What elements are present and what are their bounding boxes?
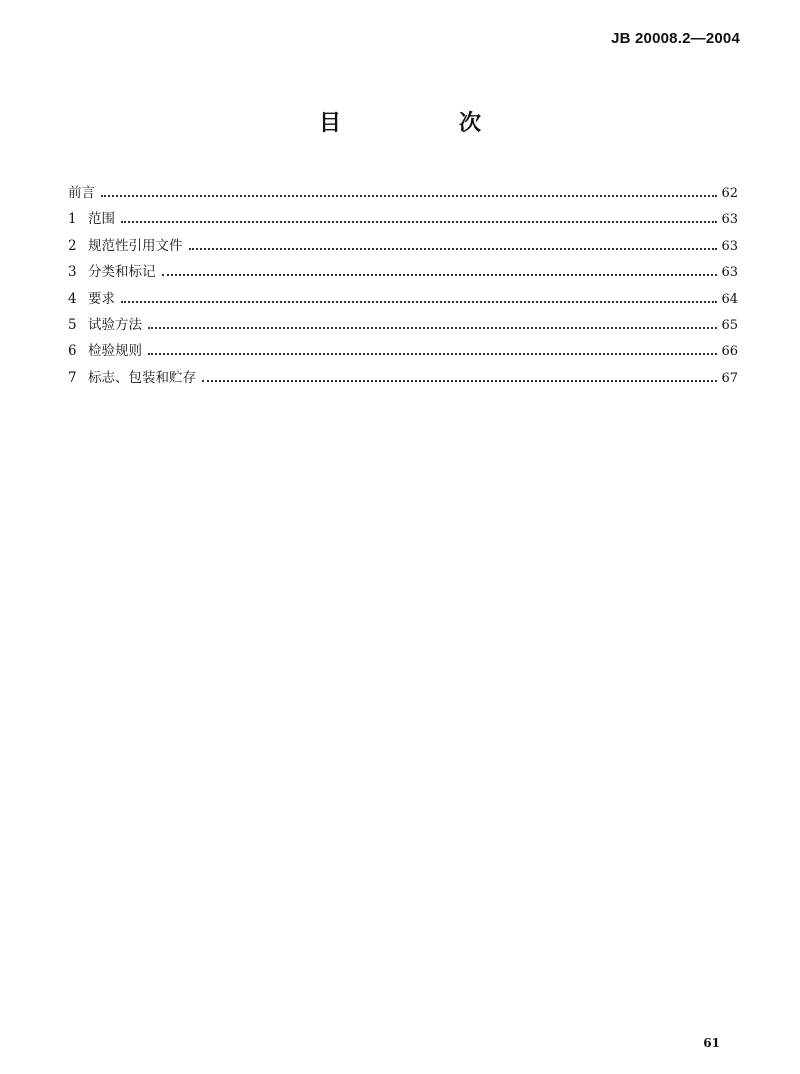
toc-dot-leader [202, 379, 717, 382]
toc-entry-label: 范围 [88, 211, 115, 228]
toc-entry-label: 标志、包装和贮存 [88, 369, 196, 386]
toc-entry-classification[interactable] [68, 259, 738, 285]
toc-entry-number: 2 [68, 237, 77, 254]
toc-dot-leader [162, 273, 718, 276]
toc-dot-leader [101, 194, 717, 197]
toc-entry-page: 66 [721, 344, 738, 360]
toc-dot-leader [148, 326, 717, 329]
toc-dot-leader [189, 247, 718, 250]
toc-entry-number: 7 [68, 369, 77, 386]
toc-entry-label: 试验方法 [88, 316, 142, 333]
standard-number: JB 20008.2—2004 [611, 30, 740, 47]
toc-entry-label: 要求 [88, 290, 115, 307]
toc-dot-leader [121, 300, 717, 303]
toc-entry-marking-packaging-storage[interactable] [68, 365, 738, 391]
toc-entry-page: 63 [721, 238, 738, 254]
toc-entry-scope[interactable] [68, 206, 738, 232]
toc-dot-leader [121, 220, 717, 223]
toc-entry-number: 6 [68, 343, 77, 360]
toc-entry-inspection-rules[interactable] [68, 338, 738, 364]
toc-entry-foreword[interactable] [68, 180, 738, 206]
toc-entry-label: 分类和标记 [88, 264, 156, 281]
toc-entry-number: 5 [68, 316, 77, 333]
toc-dot-leader [148, 352, 717, 355]
toc-entry-page: 65 [721, 317, 738, 333]
toc-list [68, 180, 738, 391]
toc-entry-page: 63 [721, 212, 738, 228]
toc-entry-page: 64 [721, 291, 738, 307]
toc-title: 目 次 [318, 111, 529, 136]
toc-entry-label: 前言 [68, 185, 95, 201]
toc-entry-number: 4 [68, 290, 77, 307]
page-number: 61 [703, 1036, 720, 1050]
toc-entry-label: 规范性引用文件 [88, 237, 183, 254]
toc-entry-page: 62 [721, 186, 738, 201]
toc-entry-number: 3 [68, 264, 77, 281]
toc-entry-page: 67 [721, 370, 738, 386]
toc-entry-number: 1 [68, 211, 77, 228]
toc-entry-normative-references[interactable] [68, 233, 738, 259]
toc-entry-page: 63 [721, 265, 738, 281]
toc-entry-requirements[interactable] [68, 286, 738, 312]
toc-entry-label: 检验规则 [88, 343, 142, 360]
toc-entry-test-methods[interactable] [68, 312, 738, 338]
